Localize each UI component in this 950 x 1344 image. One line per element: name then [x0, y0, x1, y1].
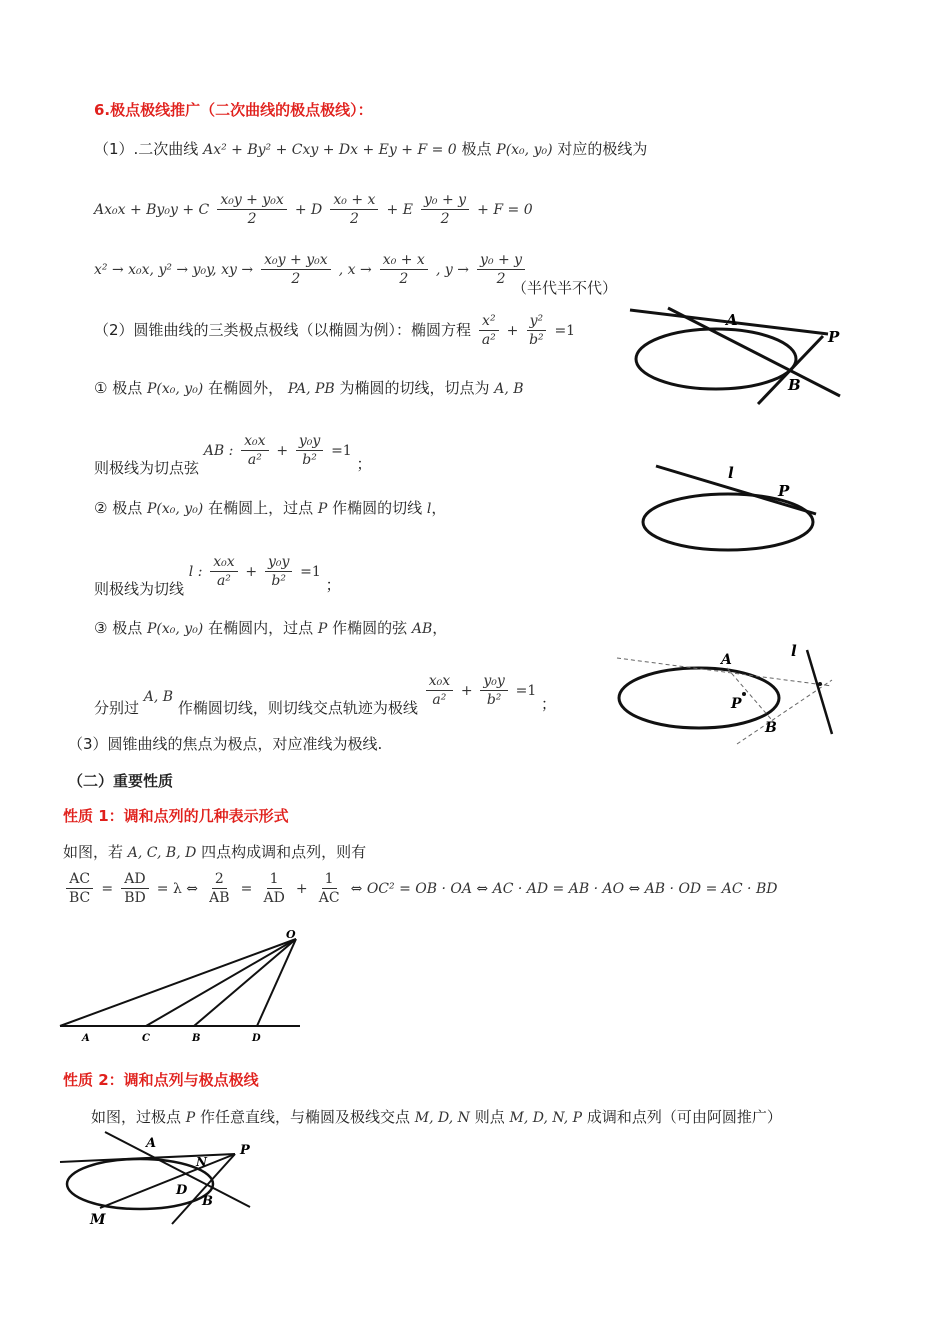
sub-mid2: , y →: [435, 262, 469, 278]
polar-frac-2-den: 2: [349, 211, 359, 227]
case2-frac-1: [210, 553, 237, 590]
item2-text: （2）圆锥曲线的三类极点极线（以椭圆为例）：椭圆方程: [94, 321, 472, 339]
fig3-label-p: P: [731, 696, 742, 712]
case1-frac-2-den: b²: [302, 452, 317, 468]
hf-frac-1: [66, 870, 93, 907]
sub-frac-1: [261, 251, 330, 288]
sub-frac-3-den: 2: [496, 271, 506, 287]
ellipse-frac-2: [526, 312, 547, 349]
fig4-label-d: D: [252, 1033, 261, 1044]
hf-frac-2-num: AD: [121, 870, 148, 889]
figure-pole-inside: [617, 642, 837, 742]
ellipse-frac-1: [479, 312, 499, 349]
ellipse-frac-1-num: x²: [479, 312, 499, 331]
fig2-label-l: l: [728, 464, 734, 482]
polar-frac-3: [421, 191, 469, 228]
case3-text3: 作椭圆的弦: [332, 619, 408, 637]
sub-mid: , x →: [338, 262, 372, 278]
fig3-point-p: [742, 692, 746, 696]
prop2-title: 性质 2：调和点列与极点极线: [63, 1071, 259, 1089]
fig1-label-a: A: [726, 311, 738, 329]
pole-point: P(x₀, y₀): [496, 142, 553, 158]
hf-eq3: =: [240, 881, 253, 897]
fig5-label-b: B: [202, 1194, 213, 1209]
case3-ab: AB: [411, 621, 433, 637]
polar-start: Ax₀x + By₀y + C: [94, 202, 210, 218]
case2-l: l: [426, 501, 432, 517]
polar-frac-2-num: x₀ + x: [330, 191, 378, 210]
polar-frac-1: [217, 191, 286, 228]
case1-end: =1: [331, 443, 352, 459]
case1-frac-2: [296, 432, 323, 469]
prop2-mdnp: M, D, N, P: [509, 1110, 583, 1126]
section-title: 6.极点极线推广（二次曲线的极点极线）：: [94, 101, 373, 119]
case2-text3: 作椭圆的切线: [332, 499, 423, 517]
sub-frac-2-den: 2: [399, 271, 409, 287]
case3-semi: ；: [541, 695, 557, 713]
fig3-label-a: A: [721, 652, 732, 668]
polar-frac-3-den: 2: [440, 211, 450, 227]
case3-polar: 分别过 A, B 作椭圆切线，则切线交点轨迹为极线 $\frac{\text{x₀x}}{\text{a²}}$ + $\frac{\text{y₀y}}{\text{b²}}$ =1 ；: [94, 673, 557, 717]
ellipse-end: =1: [554, 323, 576, 339]
prop2-line: [91, 1106, 782, 1127]
fig4-label-b: B: [192, 1033, 201, 1044]
fig2-label-p: P: [778, 482, 790, 500]
hf-eq1: =: [101, 881, 114, 897]
fig3-ellipse: [619, 668, 779, 728]
case3-text2: 在椭圆内，过点: [208, 619, 314, 637]
hf-frac-4: [260, 870, 287, 907]
fig1-label-b: B: [788, 376, 801, 394]
case3-frac-2-den: b²: [486, 692, 502, 708]
hf-frac-1-den: BC: [69, 890, 91, 906]
case2-label: l :: [188, 564, 203, 580]
figure-harmonic-range: [60, 926, 305, 1046]
case3-p: P: [317, 621, 328, 637]
case2-point: P(x₀, y₀): [147, 501, 204, 517]
prop1-line: [63, 841, 366, 862]
prop2-p: P: [185, 1110, 196, 1126]
fig5-label-p: P: [240, 1143, 250, 1158]
fig5-secant: [100, 1154, 235, 1208]
polar-formula: [94, 191, 533, 228]
item3: （3）圆锥曲线的焦点为极点，对应准线为极线.: [68, 735, 383, 753]
case3-frac-1-num: x₀x: [426, 672, 453, 691]
fig3-polar-line: [807, 650, 832, 734]
ellipse-frac-2-num: y²: [527, 312, 547, 331]
hf-plus: +: [295, 881, 308, 897]
section2-title: （二）重要性质: [68, 772, 174, 790]
figure-pole-polar-harmonic: [60, 1132, 260, 1232]
case1-point: P(x₀, y₀): [147, 381, 204, 397]
item1-mid: 极点: [461, 140, 492, 158]
polar-frac-2: [330, 191, 378, 228]
case2-frac-2-den: b²: [271, 573, 286, 589]
hf-frac-3-num: 2: [212, 870, 227, 889]
fig2-tangent: [656, 466, 816, 514]
case3-text5: 作椭圆切线，则切线交点轨迹为极线: [177, 699, 418, 717]
case1-points: A, B: [494, 381, 524, 397]
polar-frac-1-num: x₀y + y₀x: [217, 191, 286, 210]
case2-p: P: [317, 501, 328, 517]
fig1-ellipse: [636, 329, 796, 389]
case1-label: AB :: [203, 443, 234, 459]
fig5-label-m: M: [90, 1212, 106, 1228]
polar-e: + E: [386, 202, 413, 218]
fig4-ray-c: [146, 939, 296, 1026]
case3-ab2: A, B: [143, 689, 174, 705]
hf-frac-1-num: AC: [66, 870, 93, 889]
case2-frac-1-num: x₀x: [210, 553, 237, 572]
fig5-tangent-a: [60, 1154, 235, 1162]
case1-line: [94, 377, 524, 398]
case2-text1: ② 极点: [94, 499, 143, 517]
case1-text2: 在椭圆外，: [208, 379, 284, 397]
case2-text2: 在椭圆上，过点: [208, 499, 314, 517]
figure-pole-on: [642, 462, 822, 552]
prop1-title: 性质 1：调和点列的几种表示形式: [63, 807, 289, 825]
hf-eq2: = λ ⇔: [156, 881, 199, 897]
hf-frac-5-den: AC: [318, 890, 340, 906]
sub-start: x² → x₀x, y² → y₀y, xy →: [94, 262, 254, 278]
case3-point: P(x₀, y₀): [147, 621, 204, 637]
case2-line: [94, 497, 446, 518]
conic-equation: Ax² + By² + Cxy + Dx + Ey + F = 0: [203, 142, 457, 158]
case1-frac-1-den: a²: [247, 452, 262, 468]
fig4-ray-b: [194, 939, 296, 1026]
hf-frac-2: [121, 870, 149, 907]
substitution-rule: [94, 251, 528, 288]
polar-frac-1-den: 2: [247, 211, 257, 227]
fig5-label-n: N: [196, 1155, 207, 1169]
hf-frac-4-den: AD: [263, 890, 285, 906]
case3-text4: 分别过: [94, 699, 140, 717]
ellipse-frac-2-den: b²: [529, 332, 544, 348]
prop2-mdn: M, D, N: [414, 1110, 470, 1126]
case2-frac-2: [265, 553, 292, 590]
case1-semi: ；: [356, 455, 372, 473]
polar-d: + D: [294, 202, 323, 218]
case1-text1: ① 极点: [94, 379, 143, 397]
item1-prefix: （1）.二次曲线: [94, 140, 199, 158]
case3-frac-2-num: y₀y: [480, 672, 507, 691]
case2-frac-1-den: a²: [216, 573, 231, 589]
half-note: （半代半不代）: [512, 279, 618, 297]
sub-frac-2: [380, 251, 428, 288]
case2-frac-2-num: y₀y: [265, 553, 292, 572]
fig5-label-a: A: [146, 1136, 157, 1151]
fig2-ellipse: [643, 494, 813, 550]
case3-frac-1-den: a²: [432, 692, 447, 708]
polar-frac-3-num: y₀ + y: [421, 191, 469, 210]
hf-frac-5-num: 1: [322, 870, 337, 889]
ellipse-frac-1-den: a²: [481, 332, 496, 348]
sub-frac-1-num: x₀y + y₀x: [261, 251, 330, 270]
hf-frac-3: [206, 870, 232, 907]
sub-frac-1-den: 2: [291, 271, 301, 287]
case2-text4: 则极线为切线: [94, 580, 185, 598]
hf-frac-2-den: BD: [124, 890, 146, 906]
sub-frac-3-num: y₀ + y: [477, 251, 525, 270]
case1-text3: 为椭圆的切线，切点为: [339, 379, 490, 397]
fig4-label-c: C: [142, 1033, 150, 1044]
case2-semi: ；: [325, 576, 341, 594]
prop1-text1: 如图，若: [63, 843, 124, 861]
prop2-text2: 作任意直线，与椭圆及极线交点: [200, 1108, 411, 1126]
hf-frac-4-num: 1: [267, 870, 282, 889]
case1-tangents: PA, PB: [287, 381, 335, 397]
case1-frac-2-num: y₀y: [296, 432, 323, 451]
fig4-label-a: A: [82, 1033, 90, 1044]
prop2-text3: 则点: [474, 1108, 505, 1126]
fig3-label-l: l: [791, 642, 797, 660]
case3-end: =1: [515, 683, 537, 699]
fig5-label-d: D: [176, 1183, 188, 1198]
case3-comma: ，: [432, 619, 448, 637]
case3-line: [94, 617, 447, 638]
item1-line: [94, 138, 647, 159]
hf-frac-3-den: AB: [209, 890, 230, 906]
fig1-chord-line: [668, 308, 840, 396]
figure-pole-outside: [628, 306, 848, 406]
case1-frac-1: [241, 432, 268, 469]
fig4-label-o: O: [286, 928, 296, 941]
harmonic-formula: [63, 870, 777, 907]
fig3-label-b: B: [765, 720, 777, 736]
fig3-intersection: [818, 682, 822, 686]
prop2-text1: 如图，过极点: [91, 1108, 182, 1126]
fig4-ray-a: [60, 939, 296, 1026]
case1-frac-1-num: x₀x: [241, 432, 268, 451]
case3-text1: ③ 极点: [94, 619, 143, 637]
prop2-text4: 成调和点列（可由阿圆推广）: [586, 1108, 782, 1126]
sub-frac-2-num: x₀ + x: [380, 251, 428, 270]
case2-end: =1: [300, 564, 321, 580]
case1-text4: 则极线为切点弦: [94, 459, 200, 477]
case1-polar: 则极线为切点弦 AB : $\frac{\text{x₀x}}{\text{a²}}$ + $\frac{\text{y₀y}}{\text{b²}}$ =1 ；: [94, 433, 372, 477]
item2-line: （2）圆锥曲线的三类极点极线（以椭圆为例）：椭圆方程 $\frac{\text{x²}}{\text{a²}}$ + $\frac{\text{y²}}{\text{b²}}$ =1: [94, 313, 576, 348]
hf-rest: ⇔ OC² = OB · OA ⇔ AC · AD = AB · AO ⇔ AB · OD = AC · BD: [350, 881, 778, 897]
prop1-points: A, C, B, D: [127, 845, 197, 861]
hf-frac-5: [316, 870, 343, 907]
case2-polar: 则极线为切线 l : $\frac{\text{x₀x}}{\text{a²}}$ + $\frac{\text{y₀y}}{\text{b²}}$ =1 ；: [94, 554, 341, 598]
item1-suffix: 对应的极线为: [557, 140, 648, 158]
case3-frac-1: [426, 672, 453, 709]
fig1-label-p: P: [828, 328, 840, 346]
case2-comma: ，: [431, 499, 447, 517]
polar-end: + F = 0: [477, 202, 533, 218]
prop1-text2: 四点构成调和点列，则有: [201, 843, 367, 861]
case3-frac-2: [480, 672, 507, 709]
